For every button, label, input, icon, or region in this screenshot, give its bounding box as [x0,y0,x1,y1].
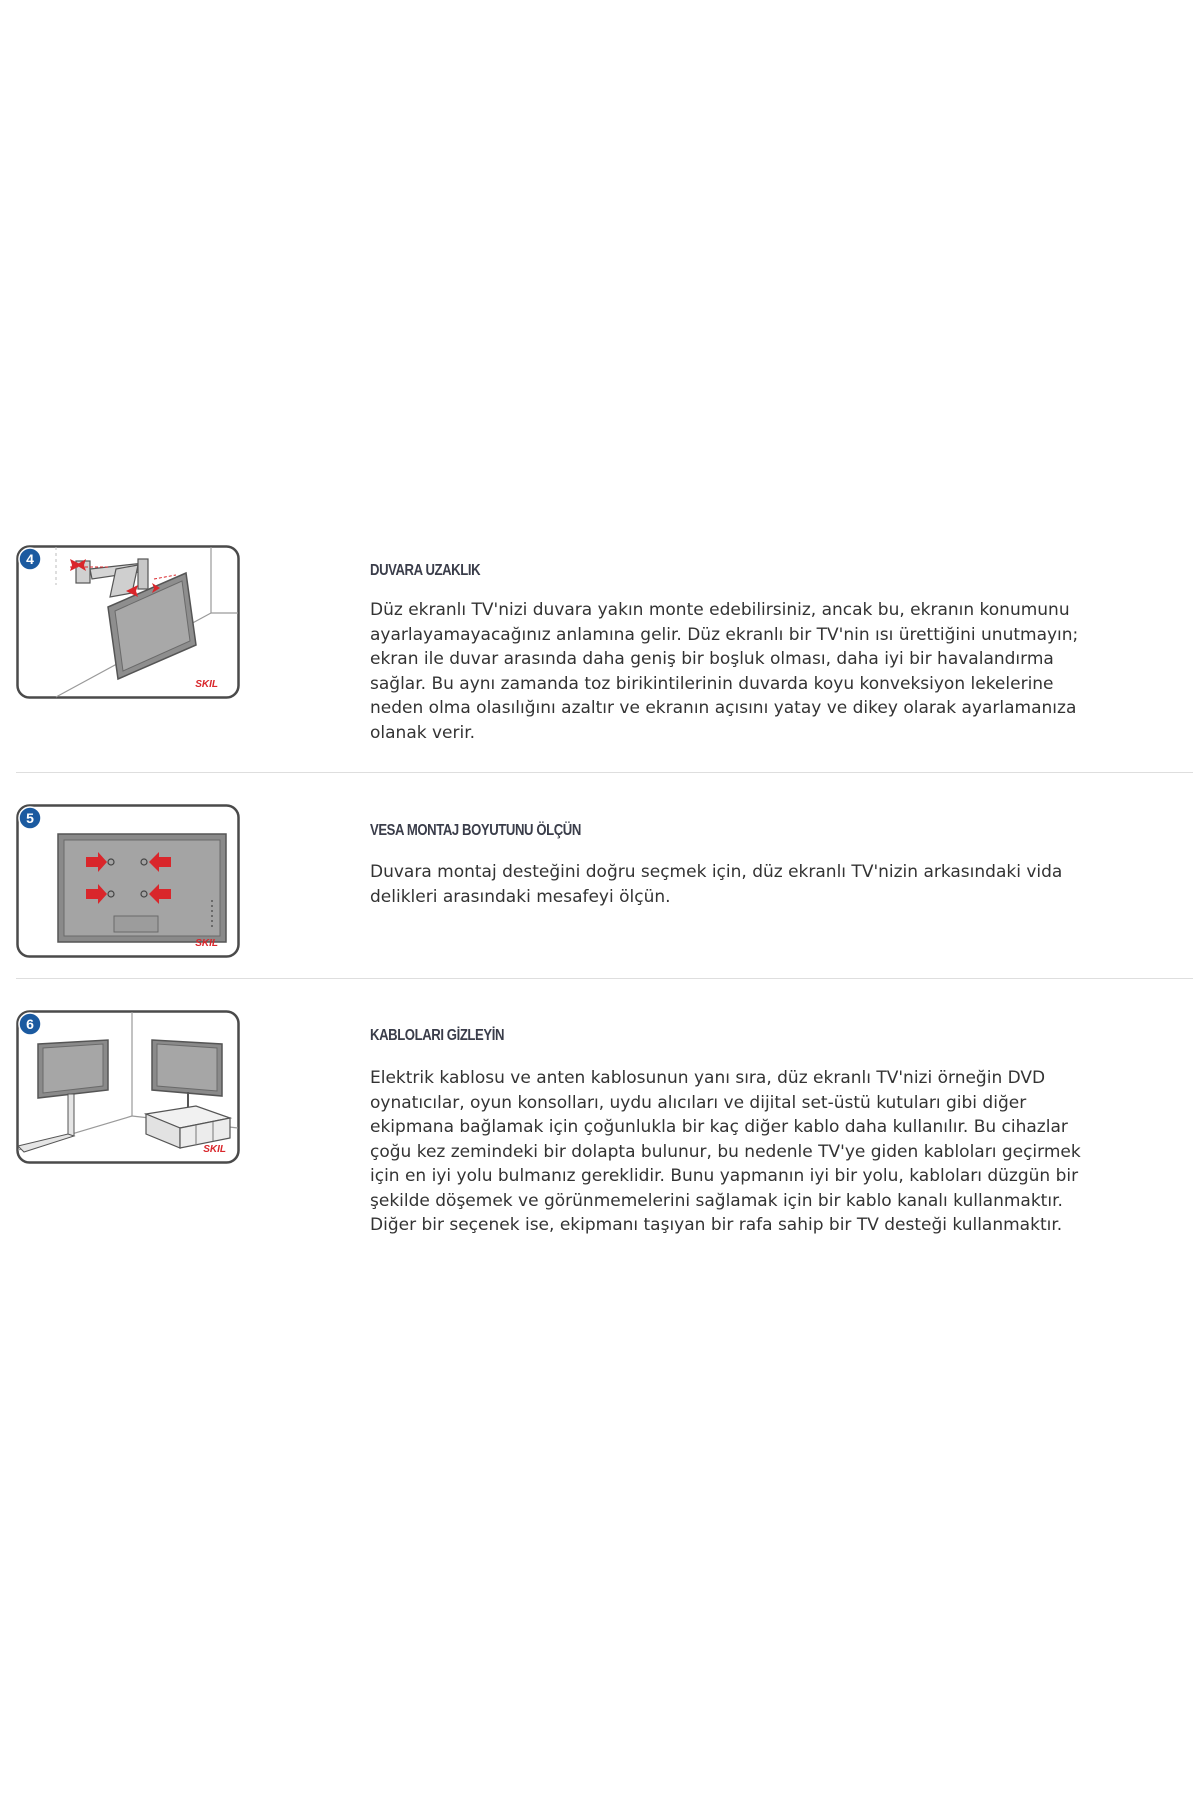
illustration-vesa-size [16,804,240,958]
vesa-holes-icon [16,804,240,958]
section-body-vesa-size: Duvara montaj desteğini doğru seçmek için, düz ekranlı TV'nizin arkasındaki vida delikleri arasındaki mesafeyi ölçün. [370,862,1063,907]
illustration-hide-cables [16,1010,240,1164]
svg-text:SKIL: SKIL [195,679,218,690]
section-body-hide-cables: Elektrik kablosu ve anten kablosunun yanı sıra, düz ekranlı TV'nizi örneğin DVD oynatıcılar, oyun konsolları, uydu alıcıları ve dijital set-üstü kutuları gibi diğer ekipmana bağlamak için çoğunlukla bir kaç diğer kablo daha kullanılır. Bu cihazlar çoğu kez zemindeki bir dolapta bulunur, bu nedenle TV'ye giden kabloları geçirmek için en iyi yolu bulmanız gereklidir. Bunu yapmanın iyi bir yolu, kabloları düzgün bir şekilde döşemek ve görünmemelerini sağlamak için bir kablo kanalı kullanmaktır. Diğer bir seçenek ise, ekipmanı taşıyan bir rafa sahip bir TV desteği kullanmaktır. [370,1068,1081,1235]
svg-text:SKIL: SKIL [203,1144,226,1155]
svg-text:4: 4 [26,551,34,567]
svg-text:SKIL: SKIL [195,938,218,949]
svg-text:5: 5 [26,810,34,826]
illustration-wall-distance [16,545,240,699]
section-title-wall-distance: DUVARA UZAKLIK [370,562,481,579]
section-title-vesa-size: VESA MONTAJ BOYUTUNU ÖLÇÜN [370,822,581,839]
wall-mount-arm-icon [16,545,240,699]
svg-text:6: 6 [26,1016,34,1032]
section-body-wall-distance: Düz ekranlı TV'nizi duvara yakın monte edebilirsiniz, ancak bu, ekranın konumunu ayarlayamayacağınız anlamına gelir. Düz ekranlı bir TV'nin ısı ürettiğini unutmayın; ekran ile duvar arasında daha geniş bir boşluk olması, daha iyi bir havalandırma sağlar. Bu aynı zamanda toz birikintilerinin duvarda koyu konveksiyon lekelerine neden olma olasılığını azaltır ve ekranın açısını yatay ve dikey olarak ayarlamanıza olanak verir. [370,600,1079,743]
section-divider [16,772,1193,773]
section-title-hide-cables: KABLOLARI GİZLEYİN [370,1027,505,1044]
cable-hiding-icon [16,1010,240,1164]
section-divider [16,978,1193,979]
